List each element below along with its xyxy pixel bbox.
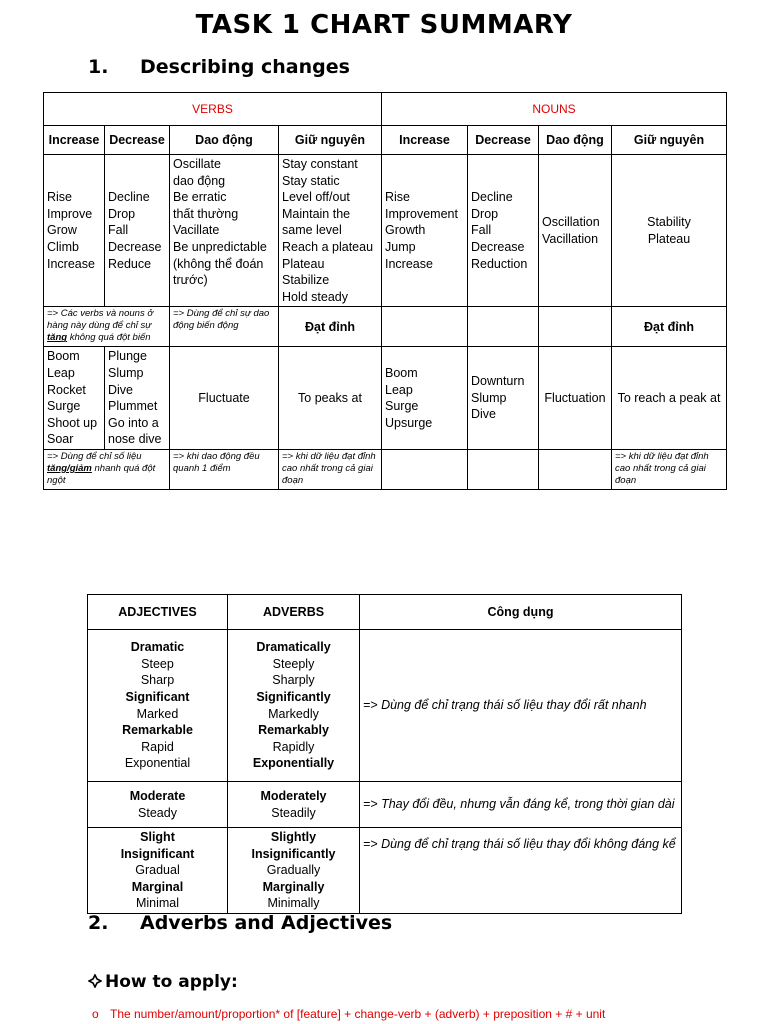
cell-line: nose dive — [108, 432, 162, 447]
cell-line: same level — [282, 223, 342, 238]
table-cell — [105, 347, 170, 450]
column-header: Giữ nguyên — [612, 126, 727, 155]
table-cell — [382, 347, 468, 450]
word-item: Sharply — [272, 673, 315, 688]
note-cell — [44, 307, 170, 347]
peak-label: Đạt đỉnh — [612, 307, 727, 347]
table-cell — [279, 347, 382, 450]
cell-line: Drop — [471, 206, 499, 221]
cell-line: Stay static — [282, 173, 340, 188]
cell-line: Reach a plateau — [282, 239, 374, 254]
note-cell: => khi dao động đều quanh 1 điểm — [170, 449, 279, 489]
cell-line: Oscillation — [542, 215, 600, 230]
nouns-group-header: NOUNS — [382, 93, 727, 126]
how-to-apply-heading — [88, 972, 238, 993]
cell-line: Reduction — [471, 256, 528, 271]
table-cell — [44, 347, 105, 450]
cell-line: Decline — [108, 190, 150, 205]
word-item: Exponentially — [252, 756, 335, 771]
cell-line: thất thường — [173, 206, 239, 221]
cell-line: Rise — [47, 190, 73, 205]
note-cell: => khi dữ liệu đạt đỉnh cao nhất trong cả giai đoạn — [279, 449, 382, 489]
cell-line: Increase — [47, 256, 95, 271]
cell-line: Boom — [385, 365, 418, 380]
table-cell — [170, 155, 279, 307]
note-cell — [44, 449, 170, 489]
cell-line: Level off/out — [282, 190, 350, 205]
cell-line: Rocket — [47, 382, 86, 397]
section-label: Adverbs and Adjectives — [140, 912, 393, 934]
table-cell — [279, 155, 382, 307]
word-item: Slightly — [270, 830, 317, 844]
cell-line: Improve — [47, 206, 93, 221]
empty-cell — [468, 307, 539, 347]
word-item: Marginal — [131, 879, 184, 894]
cell-line: Plateau — [282, 256, 325, 271]
cell-line: Increase — [385, 256, 433, 271]
column-header: Giữ nguyên — [279, 126, 382, 155]
cell-line: Leap — [385, 382, 413, 397]
note-text: không quá đột biến — [67, 332, 151, 344]
cell-line: (không thể đoán — [173, 256, 264, 271]
section-label: Describing changes — [140, 56, 350, 78]
column-header: Dao động — [539, 126, 612, 155]
word-item: Marked — [136, 706, 179, 721]
cell-line: Dive — [471, 407, 497, 422]
table-cell — [612, 347, 727, 450]
adjectives-cell — [88, 630, 228, 782]
cell-line: Surge — [47, 399, 81, 414]
cell-line: Improvement — [385, 206, 458, 221]
cell-line: Decrease — [108, 239, 162, 254]
cell-line: Dive — [108, 382, 134, 397]
cell-line: dao động — [173, 173, 226, 188]
cell-line: Climb — [47, 239, 79, 254]
adjectives-cell — [88, 828, 228, 914]
section-number: 1. — [88, 56, 109, 78]
word-item: Significantly — [256, 689, 331, 704]
column-header: Increase — [44, 126, 105, 155]
word-item: Markedly — [268, 706, 319, 721]
cell-line: Boom — [47, 349, 80, 364]
table-cell — [539, 347, 612, 450]
adjectives-adverbs-table — [87, 594, 682, 914]
word-item: Insignificantly — [251, 846, 336, 861]
cell-line: Jump — [385, 239, 416, 254]
note-keyword: tăng — [47, 332, 68, 344]
word-item: Exponential — [124, 756, 191, 771]
table-cell — [468, 347, 539, 450]
cell-line: Vacillate — [173, 223, 220, 238]
column-header: ADJECTIVES — [88, 595, 228, 630]
cell-line: Fall — [108, 223, 129, 238]
cell-line: Rise — [385, 190, 411, 205]
table-cell — [44, 155, 105, 307]
cell-line: Reduce — [108, 256, 152, 271]
cell-line: Maintain the — [282, 206, 351, 221]
word-item: Minimal — [135, 896, 180, 911]
cell-line: To reach a peak at — [617, 390, 721, 405]
word-item: Dramatically — [256, 640, 331, 655]
word-item: Sharp — [140, 673, 175, 688]
formula-text: The number/amount/proportion* of [feature] + change-verb + (adverb) + preposition + # + unit — [110, 1007, 606, 1021]
cell-line: Growth — [385, 223, 426, 238]
cell-line: Be unpredictable — [173, 239, 267, 254]
cell-line: Decline — [471, 190, 513, 205]
cell-line: Grow — [47, 223, 77, 238]
column-header: ADVERBS — [228, 595, 360, 630]
cell-line: Plateau — [647, 231, 691, 246]
usage-cell: => Thay đổi đều, nhưng vẫn đáng kể, trong thời gian dài — [360, 782, 682, 828]
cell-line: Oscillate — [173, 157, 221, 171]
usage-cell: => Dùng để chỉ trạng thái số liệu thay đổi không đáng kể — [360, 828, 682, 914]
table-cell — [539, 155, 612, 307]
table-cell — [612, 155, 727, 307]
cell-line: trước) — [173, 273, 208, 288]
verbs-group-header: VERBS — [44, 93, 382, 126]
word-item: Dramatic — [130, 640, 185, 655]
cell-line: Fluctuation — [544, 390, 606, 405]
cell-line: Vacillation — [542, 231, 599, 246]
column-header: Increase — [382, 126, 468, 155]
table-cell — [170, 347, 279, 450]
adverbs-cell — [228, 782, 360, 828]
word-item: Remarkable — [122, 723, 193, 738]
word-item: Rapidly — [272, 739, 315, 754]
cell-line: Fall — [471, 223, 492, 238]
adjectives-cell — [88, 782, 228, 828]
cell-line: Be erratic — [173, 190, 227, 205]
section-heading-adverbs-adjectives — [88, 912, 392, 934]
empty-cell — [539, 307, 612, 347]
word-item: Steady — [138, 805, 177, 820]
cell-line: Plunge — [108, 349, 147, 364]
cell-line: Leap — [47, 365, 75, 380]
word-item: Rapid — [141, 739, 174, 754]
table-cell — [382, 155, 468, 307]
section-heading-describing-changes — [88, 56, 350, 78]
note-text: => Dùng để chỉ số liệu — [47, 450, 142, 462]
adverbs-cell — [228, 828, 360, 914]
cell-line: Drop — [108, 206, 136, 221]
word-item: Gradually — [266, 863, 321, 878]
word-item: Moderate — [129, 788, 186, 803]
word-item: Steeply — [272, 656, 315, 671]
how-to-apply-label: How to apply: — [105, 972, 238, 992]
cell-line: Downturn — [471, 374, 525, 389]
word-item: Insignificant — [120, 846, 195, 861]
cell-line: Slump — [471, 390, 507, 405]
column-header: Decrease — [105, 126, 170, 155]
peak-label: Đạt đỉnh — [279, 307, 382, 347]
word-item: Slight — [140, 830, 175, 844]
cell-line: Go into a — [108, 415, 159, 430]
note-keyword: tăng/giảm — [47, 462, 92, 474]
note-text: nhanh quá đột ngột — [47, 462, 156, 486]
page-title: TASK 1 CHART SUMMARY — [195, 10, 573, 40]
adverbs-cell — [228, 630, 360, 782]
cell-line: Stabilize — [282, 273, 330, 288]
cell-line: Stability — [647, 215, 691, 230]
word-item: Remarkably — [258, 723, 329, 738]
cell-line: Shoot up — [47, 415, 98, 430]
column-header: Decrease — [468, 126, 539, 155]
empty-cell — [468, 449, 539, 489]
word-item: Steadily — [271, 805, 316, 820]
word-item: Moderately — [260, 788, 327, 803]
cell-line: Fluctuate — [198, 390, 250, 405]
cell-line: Soar — [47, 432, 74, 447]
cell-line: To peaks at — [298, 390, 362, 405]
word-item: Gradual — [135, 863, 180, 878]
empty-cell — [539, 449, 612, 489]
formula-line — [92, 1007, 605, 1021]
diamond-bullet-icon — [88, 973, 102, 993]
empty-cell — [382, 449, 468, 489]
cell-line: Decrease — [471, 239, 525, 254]
word-item: Significant — [125, 689, 190, 704]
note-cell: => khi dữ liệu đạt đỉnh cao nhất trong cả giai đoạn — [612, 449, 727, 489]
empty-cell — [382, 307, 468, 347]
cell-line: Plummet — [108, 399, 158, 414]
usage-cell: => Dùng để chỉ trạng thái số liệu thay đổi rất nhanh — [360, 630, 682, 782]
table-cell — [105, 155, 170, 307]
cell-line: Hold steady — [282, 289, 349, 304]
verbs-nouns-table — [43, 92, 727, 490]
note-text: => Các verbs và nouns ở hàng này dùng để chỉ sự — [47, 308, 154, 332]
cell-line: Surge — [385, 399, 419, 414]
word-item: Minimally — [267, 896, 320, 911]
word-item: Steep — [141, 656, 174, 671]
column-header: Công dụng — [360, 595, 682, 630]
word-item: Marginally — [262, 879, 325, 894]
cell-line: Upsurge — [385, 415, 433, 430]
formula-bullet: o — [92, 1007, 99, 1021]
section-number: 2. — [88, 912, 109, 934]
note-cell: => Dùng để chỉ sự dao động biến động — [170, 307, 279, 347]
table-cell — [468, 155, 539, 307]
column-header: Dao động — [170, 126, 279, 155]
cell-line: Stay constant — [282, 157, 358, 171]
cell-line: Slump — [108, 365, 144, 380]
